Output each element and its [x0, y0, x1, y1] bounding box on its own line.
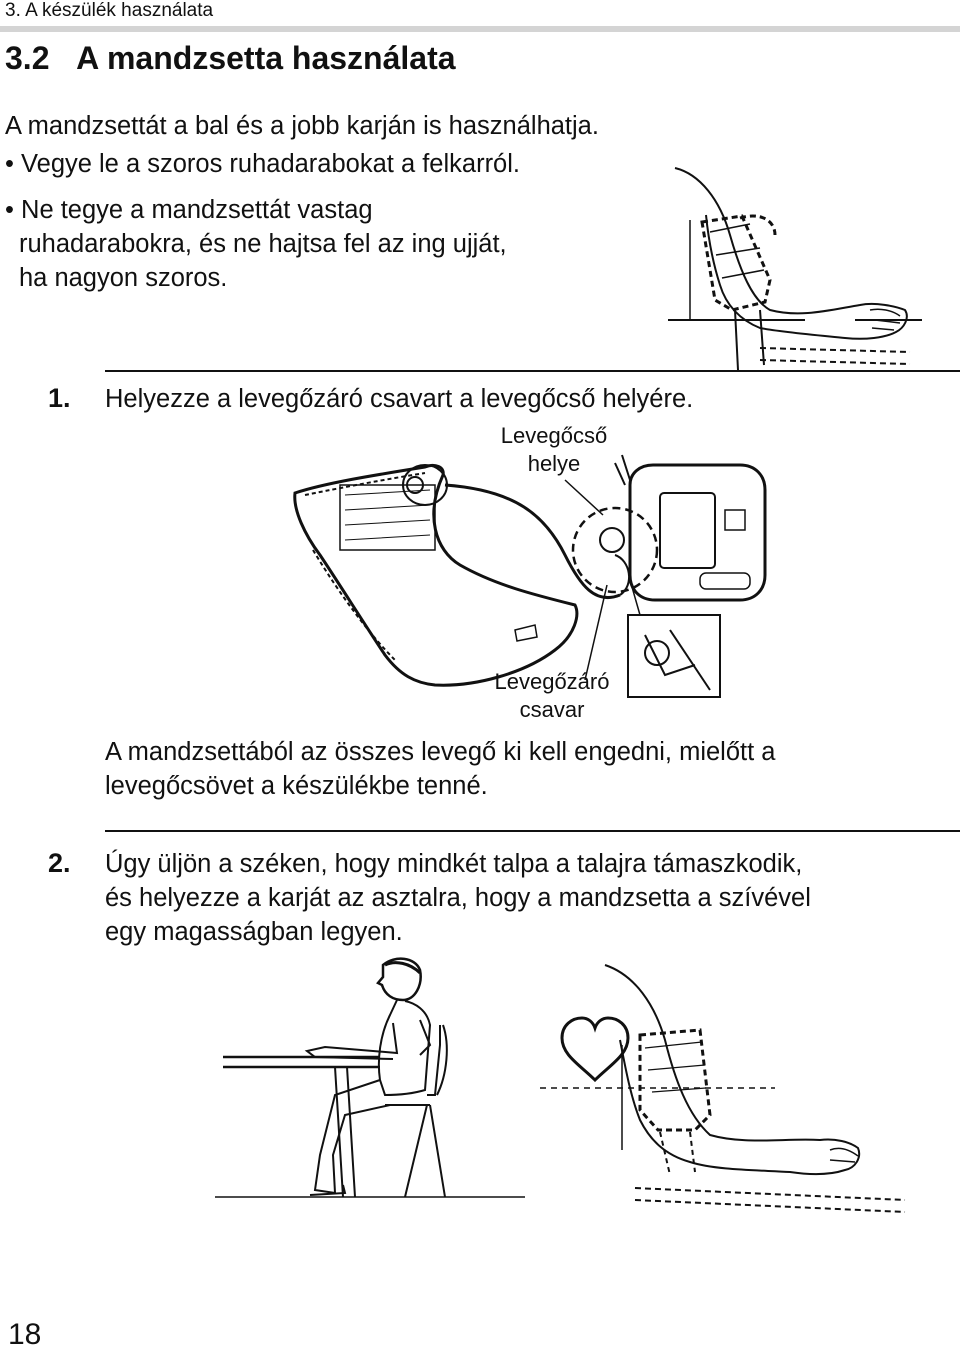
step-1-text: Helyezze a levegőzáró csavart a levegőcső helyére. [105, 385, 694, 413]
bullet-1 [5, 150, 520, 179]
cuff-and-monitor-illustration [285, 455, 770, 700]
section-title-text: A mandzsetta használata [76, 40, 456, 76]
step-1-number: 1. [48, 383, 71, 413]
section-title [5, 40, 456, 77]
heart-level-illustration [540, 960, 920, 1215]
arm-with-cuff-illustration [660, 160, 930, 375]
hose-socket-callout-line-2: helye [527, 451, 581, 476]
seated-person-illustration [215, 955, 525, 1200]
header-rule [0, 26, 960, 32]
bullet-2 [5, 196, 373, 225]
bullet-1-line-1: Vegye le a szoros ruhadarabokat a felkarról. [21, 150, 520, 178]
step-1-note-line-1: A mandzsettából az összes levegő ki kell engedni, mielőtt a [105, 738, 776, 766]
hose-socket-callout-line-1: Levegőcső [500, 423, 608, 448]
step-2-line-2: és helyezze a karját az asztalra, hogy a mandzsetta a szívével [105, 884, 811, 912]
bullet-2-line-1: Ne tegye a mandzsettát vastag [21, 196, 373, 224]
step-2-line-3: egy magasságban legyen. [105, 918, 403, 946]
intro-text: A mandzsettát a bal és a jobb karján is használhatja. [5, 112, 599, 140]
step-1-rule [105, 370, 960, 372]
bullet-2-line-2: ruhadarabokra, és ne hajtsa fel az ing ujját, [19, 230, 507, 258]
air-plug-callout-line-2: csavar [519, 697, 585, 722]
bullet-marker: • [5, 150, 14, 178]
step-2-number: 2. [48, 848, 71, 878]
bullet-2-line-3: ha nagyon szoros. [19, 264, 228, 292]
running-header: 3. A készülék használata [5, 0, 214, 21]
step-2-line-1: Úgy üljön a széken, hogy mindkét talpa a talajra támaszkodik, [105, 850, 803, 878]
air-plug-callout-line-1: Levegőzáró [494, 669, 610, 694]
air-plug-callout [484, 668, 620, 724]
page-number: 18 [8, 1318, 42, 1351]
hose-socket-callout [490, 422, 618, 478]
step-1-note-line-2: levegőcsövet a készülékbe tenné. [105, 772, 488, 800]
bullet-marker: • [5, 196, 14, 224]
heart-icon [562, 1018, 628, 1080]
section-number: 3.2 [5, 40, 50, 76]
step-2-rule [105, 830, 960, 832]
